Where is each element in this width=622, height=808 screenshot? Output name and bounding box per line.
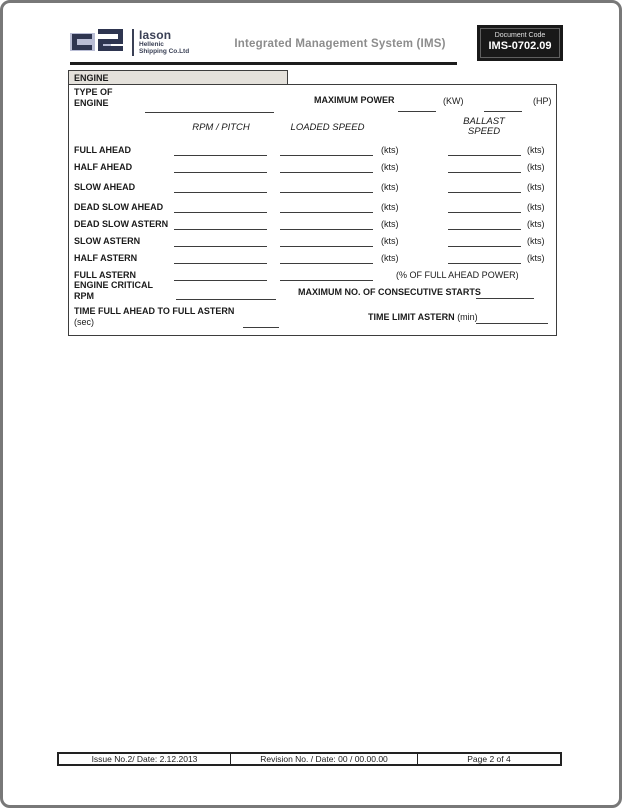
loaded-speed-unit: (kts) [381, 236, 399, 246]
speed-row-half-astern [69, 248, 556, 265]
logo-company-line2: Hellenic [139, 40, 164, 48]
time-limit-astern-field[interactable] [476, 323, 548, 324]
rpm-pitch-field[interactable] [174, 263, 267, 264]
engine-form [68, 84, 557, 336]
loaded-speed-unit: (kts) [381, 162, 399, 172]
ballast-speed-field[interactable] [448, 192, 521, 193]
column-header-rpm-pitch: RPM / PITCH [192, 122, 250, 133]
type-of-engine-field[interactable] [145, 112, 274, 113]
page-title: Integrated Management System (IMS) [234, 38, 446, 50]
speed-row-label: FULL ASTERN [74, 270, 136, 280]
speed-row-label: DEAD SLOW ASTERN [74, 219, 169, 229]
rpm-pitch-field[interactable] [174, 246, 267, 247]
speed-row-dead-slow-ahead [69, 197, 556, 214]
loaded-speed-unit: (kts) [381, 182, 399, 192]
engine-critical-rpm-field[interactable] [176, 299, 276, 300]
ballast-speed-field[interactable] [448, 229, 521, 230]
footer-table [57, 752, 562, 766]
column-header-loaded-speed: LOADED SPEED [290, 122, 365, 133]
loaded-speed-field[interactable] [280, 246, 373, 247]
footer-revision: Revision No. / Date: 00 / 00.00.00 [230, 754, 417, 764]
kw-unit-label: (KW) [443, 96, 464, 106]
rpm-pitch-field[interactable] [174, 172, 267, 173]
ballast-speed-field[interactable] [448, 155, 521, 156]
ballast-speed-unit: (kts) [527, 236, 545, 246]
speed-row-slow-ahead [69, 177, 556, 194]
ballast-speed-field[interactable] [448, 172, 521, 173]
loaded-speed-field[interactable] [280, 280, 373, 281]
ballast-speed-unit: (kts) [527, 182, 545, 192]
speed-row-half-ahead [69, 157, 556, 174]
loaded-speed-field[interactable] [280, 192, 373, 193]
type-of-engine-label: TYPE OF ENGINE [74, 87, 113, 108]
engine-critical-rpm-label: ENGINE CRITICAL RPM [74, 280, 154, 301]
speed-row-label: HALF AHEAD [74, 162, 133, 172]
footer-page-number: Page 2 of 4 [417, 754, 560, 764]
speed-rows [69, 140, 556, 282]
document-code-label: Document Code [494, 32, 546, 39]
rpm-pitch-field[interactable] [174, 155, 267, 156]
speed-row-label: DEAD SLOW AHEAD [74, 202, 164, 212]
logo-company-name: Iason [139, 27, 172, 42]
maximum-power-label: MAXIMUM POWER [314, 95, 395, 105]
speed-row-label: FULL AHEAD [74, 145, 131, 155]
speed-row-dead-slow-astern [69, 214, 556, 231]
ballast-speed-unit: (kts) [527, 219, 545, 229]
speed-row-label: SLOW AHEAD [74, 182, 136, 192]
loaded-speed-unit: (kts) [381, 253, 399, 263]
loaded-speed-unit: (kts) [381, 202, 399, 212]
engine-section-tab: ENGINE [68, 70, 288, 85]
loaded-speed-unit: (kts) [381, 145, 399, 155]
column-header-ballast-speed: BALLAST SPEED [463, 116, 505, 137]
logo-divider [132, 29, 134, 56]
hp-unit-label: (HP) [533, 96, 552, 106]
document-code-box [477, 25, 563, 61]
loaded-speed-unit: (kts) [381, 219, 399, 229]
logo-company-line3: Shipping Co.Ltd [139, 48, 190, 55]
time-limit-astern-label: TIME LIMIT ASTERN (min) [368, 312, 478, 322]
maximum-power-kw-field[interactable] [398, 111, 436, 112]
rpm-pitch-field[interactable] [174, 280, 267, 281]
header-rule [70, 62, 457, 65]
time-full-ahead-field[interactable] [243, 327, 279, 328]
ballast-speed-unit: (kts) [527, 253, 545, 263]
footer-issue: Issue No.2/ Date: 2.12.2013 [91, 754, 198, 764]
full-astern-unit: (% OF FULL AHEAD POWER) [396, 270, 519, 280]
rpm-pitch-field[interactable] [174, 192, 267, 193]
ballast-speed-field[interactable] [448, 246, 521, 247]
loaded-speed-field[interactable] [280, 212, 373, 213]
time-full-ahead-label: TIME FULL AHEAD TO FULL ASTERN [74, 306, 235, 316]
max-consecutive-starts-field[interactable] [476, 298, 534, 299]
logo-mark-icon [70, 27, 126, 57]
rpm-pitch-field[interactable] [174, 212, 267, 213]
loaded-speed-field[interactable] [280, 229, 373, 230]
loaded-speed-field[interactable] [280, 155, 373, 156]
ballast-speed-unit: (kts) [527, 145, 545, 155]
rpm-pitch-field[interactable] [174, 229, 267, 230]
speed-row-label: SLOW ASTERN [74, 236, 141, 246]
ballast-speed-field[interactable] [448, 212, 521, 213]
loaded-speed-field[interactable] [280, 263, 373, 264]
speed-row-slow-astern [69, 231, 556, 248]
ballast-speed-field[interactable] [448, 263, 521, 264]
maximum-power-hp-field[interactable] [484, 111, 522, 112]
time-full-ahead-unit: (sec) [74, 317, 94, 327]
max-consecutive-starts-label: MAXIMUM NO. OF CONSECUTIVE STARTS [298, 287, 481, 297]
speed-row-full-ahead [69, 140, 556, 157]
speed-row-label: HALF ASTERN [74, 253, 138, 263]
ballast-speed-unit: (kts) [527, 162, 545, 172]
loaded-speed-field[interactable] [280, 172, 373, 173]
document-code-value: IMS-0702.09 [488, 40, 552, 52]
ballast-speed-unit: (kts) [527, 202, 545, 212]
